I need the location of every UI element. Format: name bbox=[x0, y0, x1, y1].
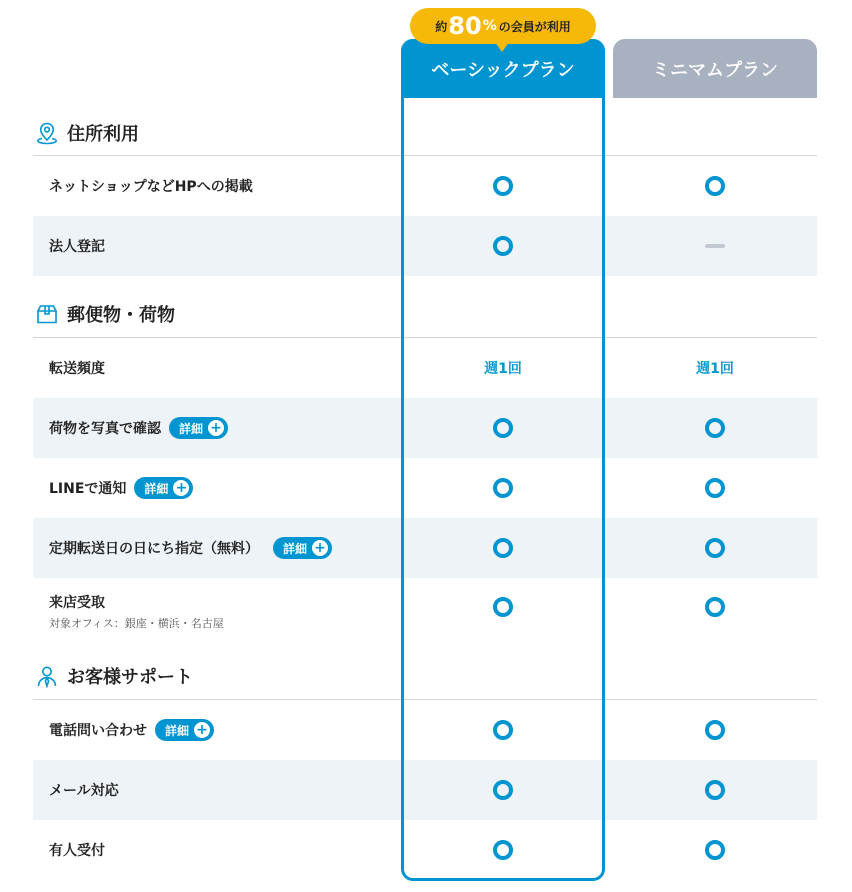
row-label-text: LINEで通知 bbox=[49, 481, 127, 497]
circle-icon bbox=[493, 720, 513, 740]
circle-icon bbox=[705, 720, 725, 740]
row-label-text: 来店受取 bbox=[49, 595, 105, 611]
row-label bbox=[49, 216, 105, 276]
basic-cell bbox=[401, 338, 605, 398]
table-row bbox=[33, 760, 817, 820]
table-row bbox=[33, 700, 817, 760]
plus-icon: + bbox=[194, 722, 210, 738]
badge-pointer bbox=[495, 42, 509, 52]
basic-cell bbox=[401, 760, 605, 820]
table-row bbox=[33, 156, 817, 216]
row-label-text: 電話問い合わせ bbox=[49, 723, 147, 739]
circle-icon bbox=[705, 780, 725, 800]
basic-cell bbox=[401, 518, 605, 578]
circle-icon bbox=[493, 597, 513, 617]
row-label bbox=[49, 338, 105, 398]
minimum-cell bbox=[613, 156, 817, 216]
package-icon bbox=[35, 302, 59, 326]
badge-unit: % bbox=[482, 18, 497, 34]
section-title: 郵便物・荷物 bbox=[67, 305, 175, 326]
row-label-text: 有人受付 bbox=[49, 843, 105, 859]
row-label bbox=[49, 458, 193, 518]
row-label-text: メール対応 bbox=[49, 783, 119, 799]
detail-label: 詳細 bbox=[165, 723, 190, 738]
table-row bbox=[33, 216, 817, 276]
minimum-cell bbox=[613, 458, 817, 518]
row-label bbox=[49, 518, 332, 578]
row-label-text: 転送頻度 bbox=[49, 361, 105, 377]
usage-badge bbox=[410, 8, 596, 44]
row-label bbox=[49, 578, 224, 638]
circle-icon bbox=[705, 176, 725, 196]
minimum-cell bbox=[613, 216, 817, 276]
plus-icon: + bbox=[312, 540, 328, 556]
circle-icon bbox=[705, 840, 725, 860]
circle-icon bbox=[493, 780, 513, 800]
minimum-cell bbox=[613, 760, 817, 820]
basic-cell bbox=[401, 156, 605, 216]
badge-prefix: 約 bbox=[435, 19, 448, 34]
basic-cell bbox=[401, 578, 605, 638]
row-label-text: 荷物を写真で確認 bbox=[49, 421, 161, 437]
circle-icon bbox=[705, 478, 725, 498]
circle-icon bbox=[493, 418, 513, 438]
minimum-cell bbox=[613, 398, 817, 458]
minimum-cell bbox=[613, 820, 817, 880]
basic-cell bbox=[401, 458, 605, 518]
minimum-cell bbox=[613, 700, 817, 760]
table-row bbox=[33, 578, 817, 638]
detail-label: 詳細 bbox=[179, 421, 204, 436]
support-person-icon bbox=[35, 664, 59, 688]
circle-icon bbox=[705, 597, 725, 617]
row-label bbox=[49, 760, 119, 820]
minimum-cell bbox=[613, 578, 817, 638]
row-label-text: ネットショップなどHPへの掲載 bbox=[49, 179, 253, 195]
table-row bbox=[33, 338, 817, 398]
detail-button[interactable] bbox=[155, 719, 214, 741]
table-row bbox=[33, 458, 817, 518]
map-pin-icon bbox=[35, 121, 59, 145]
basic-cell bbox=[401, 216, 605, 276]
basic-cell bbox=[401, 820, 605, 880]
basic-cell bbox=[401, 398, 605, 458]
row-label-text: 定期転送日の日にち指定（無料） bbox=[49, 541, 259, 557]
section-support bbox=[33, 661, 817, 691]
minimum-cell bbox=[613, 338, 817, 398]
circle-icon bbox=[705, 538, 725, 558]
circle-icon bbox=[705, 418, 725, 438]
circle-icon bbox=[493, 840, 513, 860]
detail-button[interactable] bbox=[169, 417, 228, 439]
section-address bbox=[33, 118, 817, 148]
section-title: 住所利用 bbox=[67, 124, 139, 145]
detail-button[interactable] bbox=[273, 537, 332, 559]
plus-icon: + bbox=[173, 480, 189, 496]
row-label bbox=[49, 156, 253, 216]
plan-name-basic: ベーシックプラン bbox=[431, 59, 575, 81]
circle-icon bbox=[493, 236, 513, 256]
basic-cell bbox=[401, 700, 605, 760]
table-row bbox=[33, 398, 817, 458]
badge-number: 80 bbox=[448, 12, 482, 40]
row-label bbox=[49, 820, 105, 880]
frequency-value: 週1回 bbox=[696, 361, 734, 377]
row-sublabel: 対象オフィス：銀座・横浜・名古屋 bbox=[49, 617, 224, 630]
circle-icon bbox=[493, 478, 513, 498]
dash-icon bbox=[705, 244, 725, 248]
row-label bbox=[49, 398, 228, 458]
section-title: お客様サポート bbox=[67, 667, 193, 688]
detail-button[interactable] bbox=[134, 477, 193, 499]
table-row bbox=[33, 820, 817, 880]
detail-label: 詳細 bbox=[144, 481, 169, 496]
plan-header-minimum bbox=[613, 39, 817, 98]
plan-name-minimum: ミニマムプラン bbox=[652, 59, 778, 81]
circle-icon bbox=[493, 538, 513, 558]
row-label-text: 法人登記 bbox=[49, 239, 105, 255]
section-mail bbox=[33, 299, 817, 329]
plus-icon: + bbox=[208, 420, 224, 436]
circle-icon bbox=[493, 176, 513, 196]
badge-suffix: の会員が利用 bbox=[498, 19, 571, 34]
detail-label: 詳細 bbox=[283, 541, 308, 556]
row-label bbox=[49, 700, 214, 760]
minimum-cell bbox=[613, 518, 817, 578]
table-row bbox=[33, 518, 817, 578]
frequency-value: 週1回 bbox=[484, 361, 522, 377]
